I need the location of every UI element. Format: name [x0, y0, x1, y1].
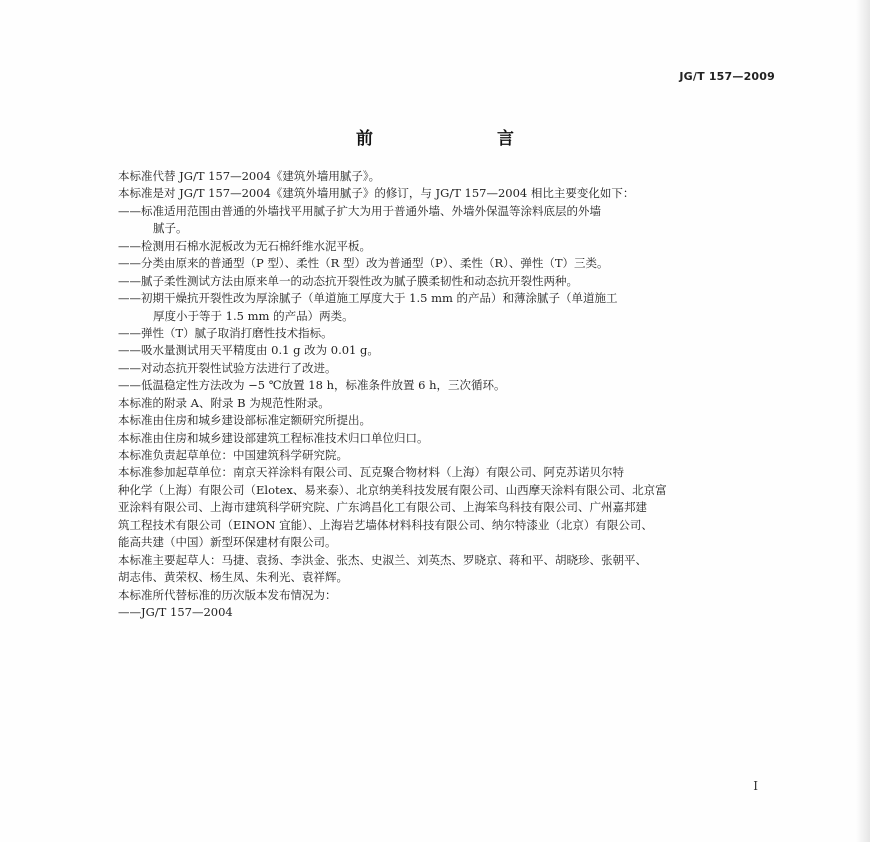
change-item-dynamic-test: ——对动态抗开裂性试验方法进行了改进。: [118, 360, 337, 375]
change-item-scope-continued: 腻子。: [153, 221, 188, 236]
page-number: I: [753, 779, 758, 793]
change-item-crack-resistance-continued: 厚度小于等于 1.5 mm 的产品）两类。: [153, 308, 354, 323]
paragraph-replaces: 本标准代替 JG/T 157—2004《建筑外墙用腻子》。: [118, 169, 381, 183]
foreword-body: [118, 168, 778, 621]
paragraph-drafters-2: 胡志伟、黄荣权、杨生凤、朱利光、袁祥辉。: [118, 570, 348, 585]
change-item-balance: ——吸水量测试用天平精度由 0.1 g 改为 0.01 g。: [118, 343, 379, 358]
paragraph-participants-2: 种化学（上海）有限公司（Elotex、易来泰）、北京纳美科技发展有限公司、山西摩天涂料有限公司、北京富: [118, 482, 667, 497]
paragraph-participants-1: 本标准参加起草单位：南京天祥涂料有限公司、瓦克聚合物材料（上海）有限公司、阿克苏诺贝尔特: [118, 465, 624, 480]
paragraph-participants-5: 能高共建（中国）新型环保建材有限公司。: [118, 535, 337, 550]
history-item: ——JG/T 157—2004: [118, 604, 233, 619]
paragraph-appendix: 本标准的附录 A、附录 B 为规范性附录。: [118, 395, 330, 410]
page-title: 前 言: [356, 129, 544, 149]
paragraph-administrator: 本标准由住房和城乡建设部建筑工程标准技术归口单位归口。: [118, 430, 429, 445]
paragraph-revision: 本标准是对 JG/T 157—2004《建筑外墙用腻子》的修订，与 JG/T 157—2004 相比主要变化如下：: [118, 186, 635, 201]
change-item-classification: ——分类由原来的普通型（P 型）、柔性（R 型）改为普通型（P）、柔性（R）、弹性（T）三类。: [118, 256, 609, 271]
change-item-flexibility: ——腻子柔性测试方法由原来单一的动态抗开裂性改为腻子膜柔韧性和动态抗开裂性两种。: [118, 273, 578, 288]
paragraph-drafters-1: 本标准主要起草人：马捷、袁扬、李洪金、张杰、史淑兰、刘英杰、罗晓京、蒋和平、胡晓珍、张朝平、: [118, 552, 647, 567]
paragraph-history: 本标准所代替标准的历次版本发布情况为：: [118, 587, 337, 602]
paragraph-proposer: 本标准由住房和城乡建设部标准定额研究所提出。: [118, 413, 371, 428]
change-item-sanding: ——弹性（T）腻子取消打磨性技术指标。: [118, 325, 333, 340]
change-item-board: ——检测用石棉水泥板改为无石棉纤维水泥平板。: [118, 238, 371, 253]
change-item-low-temperature: ——低温稳定性方法改为 −5 ℃放置 18 h，标准条件放置 6 h，三次循环。: [118, 378, 506, 393]
paragraph-participants-4: 筑工程技术有限公司（EINON 宜能）、上海岩艺墙体材料科技有限公司、纳尔特漆业（北京）有限公司、: [118, 517, 653, 532]
standard-code: JG/T 157—2009: [679, 70, 775, 83]
change-item-crack-resistance: ——初期干燥抗开裂性改为厚涂腻子（单道施工厚度大于 1.5 mm 的产品）和薄涂腻子（单道施工: [118, 291, 618, 306]
paragraph-participants-3: 亚涂料有限公司、上海市建筑科学研究院、广东鸿昌化工有限公司、上海笨鸟科技有限公司、广州嘉邦建: [118, 500, 647, 515]
paragraph-lead-drafter: 本标准负责起草单位：中国建筑科学研究院。: [118, 448, 348, 462]
change-item-scope: ——标准适用范围由普通的外墙找平用腻子扩大为用于普通外墙、外墙外保温等涂料底层的外墙: [118, 203, 601, 218]
